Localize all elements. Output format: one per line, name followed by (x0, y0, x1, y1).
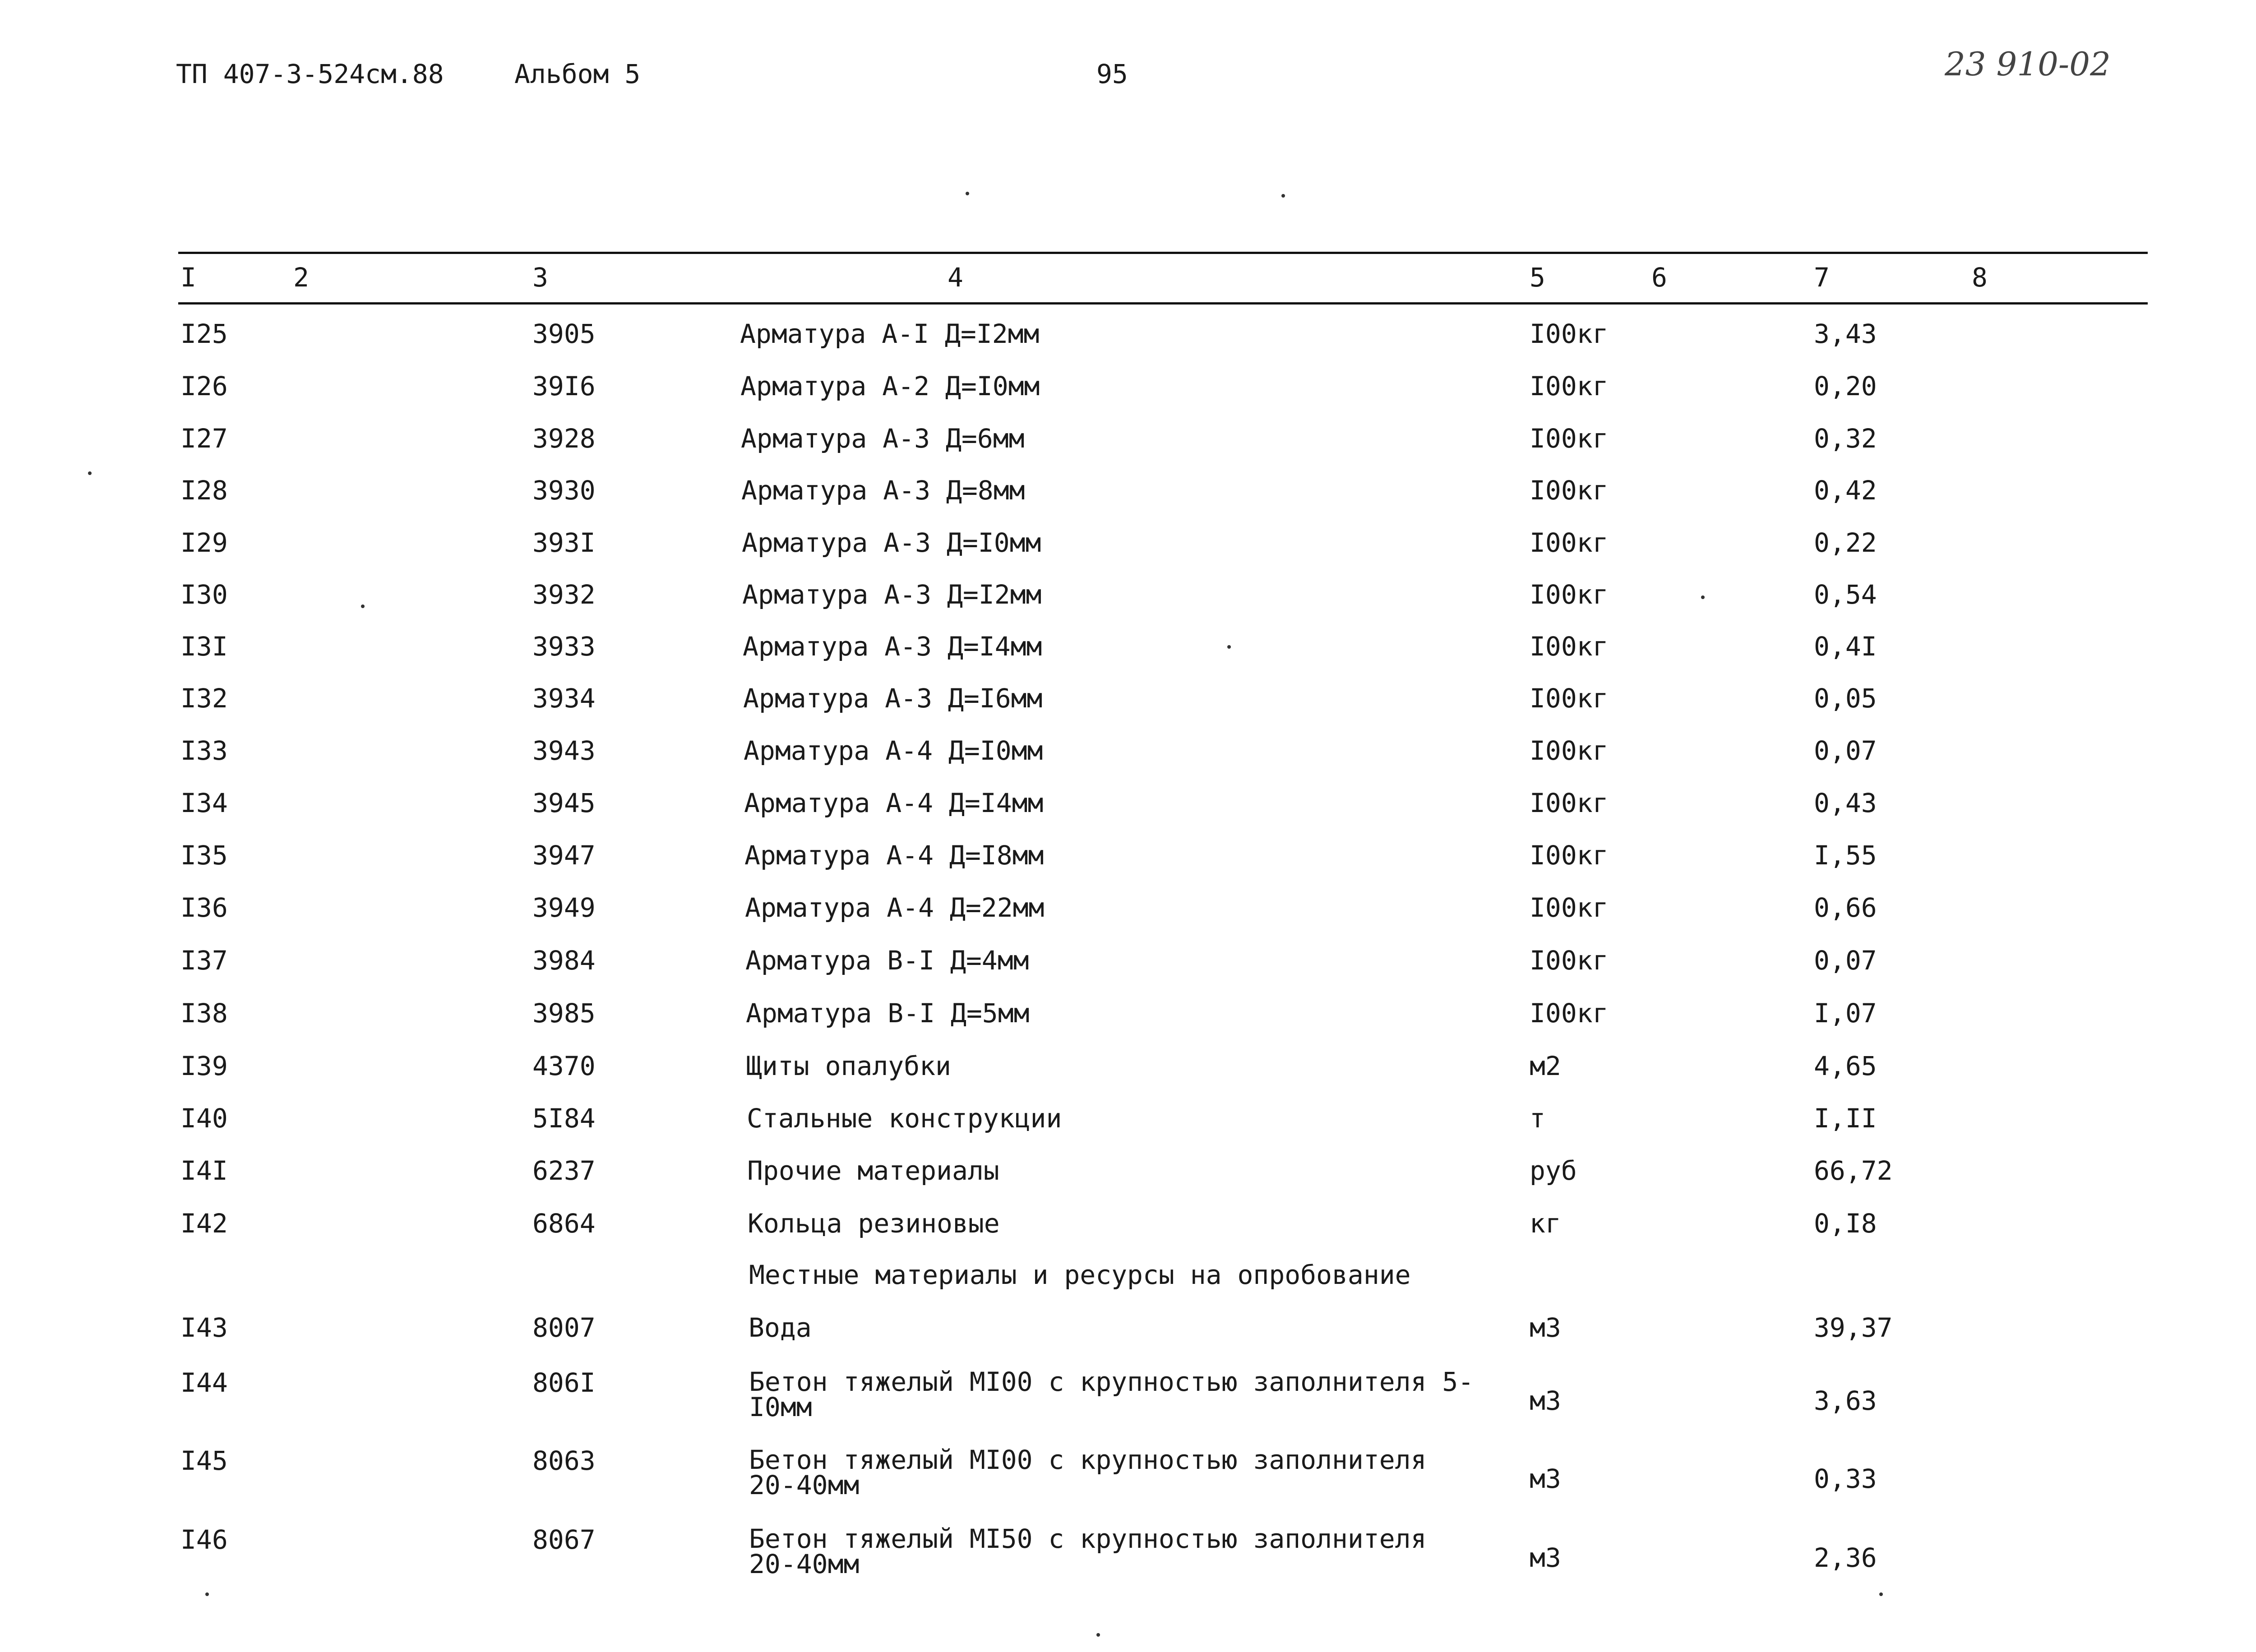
row-number: I36 (180, 892, 228, 923)
resource-code: 4370 (532, 1051, 596, 1081)
unit: I00кг (1530, 423, 1609, 454)
resource-name: Арматура А-3 Д=I2мм (742, 579, 1042, 610)
quantity: 0,54 (1814, 579, 1877, 610)
scan-speck (1227, 645, 1231, 649)
resource-code: 5I84 (532, 1103, 596, 1134)
resource-name: Арматура А-3 Д=I4мм (743, 631, 1042, 662)
row-number: I28 (180, 475, 228, 506)
row-number: I25 (180, 318, 228, 349)
row-number: I37 (180, 945, 228, 976)
resource-name: Арматура А-3 Д=8мм (741, 475, 1025, 506)
quantity: I,07 (1814, 998, 1877, 1029)
resource-name: Арматура А-I Д=I2мм (740, 318, 1040, 349)
resource-code: 3928 (532, 423, 596, 454)
resource-name: Арматура А-4 Д=I0мм (744, 735, 1043, 766)
column-number: 8 (1972, 262, 1988, 293)
row-number: I43 (180, 1312, 228, 1343)
quantity: 3,63 (1814, 1385, 1877, 1416)
quantity: 0,32 (1814, 423, 1877, 454)
row-number: I40 (180, 1103, 228, 1134)
unit: т (1530, 1103, 1545, 1134)
unit: I00кг (1530, 579, 1609, 610)
unit: I00кг (1530, 527, 1609, 558)
unit: I00кг (1530, 683, 1609, 714)
column-number: 6 (1651, 262, 1667, 293)
scan-speck (966, 192, 969, 195)
unit: м3 (1530, 1312, 1561, 1343)
resource-code: 3934 (532, 683, 596, 714)
unit: м3 (1530, 1542, 1561, 1573)
resource-code: 3933 (532, 631, 596, 662)
row-number: I30 (180, 579, 228, 610)
quantity: 0,07 (1814, 735, 1877, 766)
quantity: 0,4I (1814, 631, 1877, 662)
resource-code: 3930 (532, 475, 596, 506)
unit: м3 (1530, 1385, 1561, 1416)
resource-name: Бетон тяжелый MI00 с крупностью заполнителя 5-I0мм (749, 1366, 1474, 1422)
quantity: 0,42 (1814, 475, 1877, 506)
quantity: 39,37 (1814, 1312, 1893, 1343)
resource-code: 3905 (532, 318, 596, 349)
document-code: ТП 407-3-524см.88 (176, 59, 444, 89)
resource-code: 3984 (532, 945, 596, 976)
unit: I00кг (1530, 475, 1609, 506)
unit: м3 (1530, 1463, 1561, 1494)
quantity: 0,22 (1814, 527, 1877, 558)
row-number: I26 (180, 371, 228, 401)
quantity: 0,I8 (1814, 1208, 1877, 1239)
scan-speck (1879, 1592, 1883, 1596)
resource-name: Вода (749, 1312, 812, 1343)
column-number: 2 (293, 262, 309, 293)
row-number: I29 (180, 527, 228, 558)
resource-name: Арматура А-4 Д=I8мм (744, 840, 1044, 871)
table-top-rule (178, 252, 2148, 254)
quantity: 0,43 (1814, 788, 1877, 818)
resource-code: 393I (532, 527, 596, 558)
resource-code: 8007 (532, 1312, 596, 1343)
quantity: 0,07 (1814, 945, 1877, 976)
scan-speck (1701, 595, 1705, 599)
column-number: 7 (1814, 262, 1830, 293)
quantity: 0,66 (1814, 892, 1877, 923)
row-number: I34 (180, 788, 228, 818)
quantity: 4,65 (1814, 1051, 1877, 1081)
row-number: I46 (180, 1524, 228, 1555)
row-number: I44 (180, 1367, 228, 1398)
resource-code: 6237 (532, 1155, 596, 1186)
scan-speck (1281, 194, 1285, 198)
row-number: I4I (180, 1155, 228, 1186)
quantity: I,55 (1814, 840, 1877, 871)
row-number: I33 (180, 735, 228, 766)
resource-name: Арматура А-4 Д=22мм (745, 892, 1045, 923)
scan-speck (205, 1592, 209, 1596)
quantity: 66,72 (1814, 1155, 1893, 1186)
column-number: I (180, 262, 196, 293)
quantity: 0,33 (1814, 1463, 1877, 1494)
quantity: I,II (1814, 1103, 1877, 1134)
resource-name: Арматура А-3 Д=6мм (741, 423, 1025, 454)
row-number: I3I (180, 631, 228, 662)
resource-code: 3945 (532, 788, 596, 818)
resource-code: 8067 (532, 1524, 596, 1555)
resource-code: 3943 (532, 735, 596, 766)
resource-name: Кольца резиновые (748, 1208, 1000, 1239)
scan-speck (1096, 1633, 1100, 1637)
column-number-rule (178, 302, 2148, 305)
row-number: I42 (180, 1208, 228, 1239)
column-number: 3 (532, 262, 548, 293)
row-number: I32 (180, 683, 228, 714)
album-label: Альбом 5 (514, 59, 641, 89)
row-number: I38 (180, 998, 228, 1029)
unit: I00кг (1530, 998, 1609, 1029)
resource-name: Арматура А-2 Д=I0мм (740, 371, 1040, 401)
quantity: 3,43 (1814, 318, 1877, 349)
resource-code: 8063 (532, 1445, 596, 1476)
row-number: I35 (180, 840, 228, 871)
resource-code: 39I6 (532, 371, 596, 401)
section-heading: Местные материалы и ресурсы на опробование (749, 1260, 1411, 1290)
row-number: I39 (180, 1051, 228, 1081)
scan-speck (361, 605, 365, 608)
unit: кг (1530, 1208, 1561, 1239)
resource-name: Арматура А-3 Д=I6мм (743, 683, 1043, 714)
resource-name: Бетон тяжелый MI50 с крупностью заполнителя 20-40мм (749, 1523, 1427, 1579)
page-number: 95 (1096, 59, 1128, 89)
resource-name: Прочие материалы (747, 1155, 999, 1186)
unit: руб (1530, 1155, 1577, 1186)
unit: I00кг (1530, 631, 1609, 662)
row-number: I45 (180, 1445, 228, 1476)
resource-code: 3932 (532, 579, 596, 610)
row-number: I27 (180, 423, 228, 454)
quantity: 2,36 (1814, 1542, 1877, 1573)
resource-name: Арматура А-4 Д=I4мм (744, 788, 1044, 818)
unit: I00кг (1530, 945, 1609, 976)
unit: I00кг (1530, 892, 1609, 923)
resource-code: 806I (532, 1367, 596, 1398)
inventory-number: 23 910-02 (1945, 45, 2111, 83)
resource-code: 6864 (532, 1208, 596, 1239)
unit: I00кг (1530, 840, 1609, 871)
resource-name: Стальные конструкции (747, 1103, 1062, 1134)
resource-name: Арматура А-3 Д=I0мм (742, 527, 1041, 558)
quantity: 0,20 (1814, 371, 1877, 401)
unit: м2 (1530, 1051, 1561, 1081)
column-number: 5 (1530, 262, 1545, 293)
unit: I00кг (1530, 788, 1609, 818)
resource-code: 3949 (532, 892, 596, 923)
resource-name: Арматура В-I Д=4мм (745, 945, 1029, 976)
resource-code: 3947 (532, 840, 596, 871)
scan-speck (88, 471, 92, 475)
resource-code: 3985 (532, 998, 596, 1029)
unit: I00кг (1530, 371, 1609, 401)
unit: I00кг (1530, 735, 1609, 766)
column-number: 4 (948, 262, 963, 293)
resource-name: Щиты опалубки (746, 1051, 951, 1081)
resource-name: Арматура В-I Д=5мм (746, 998, 1030, 1029)
resource-name: Бетон тяжелый MI00 с крупностью заполнителя 20-40мм (749, 1444, 1427, 1500)
unit: I00кг (1530, 318, 1609, 349)
quantity: 0,05 (1814, 683, 1877, 714)
